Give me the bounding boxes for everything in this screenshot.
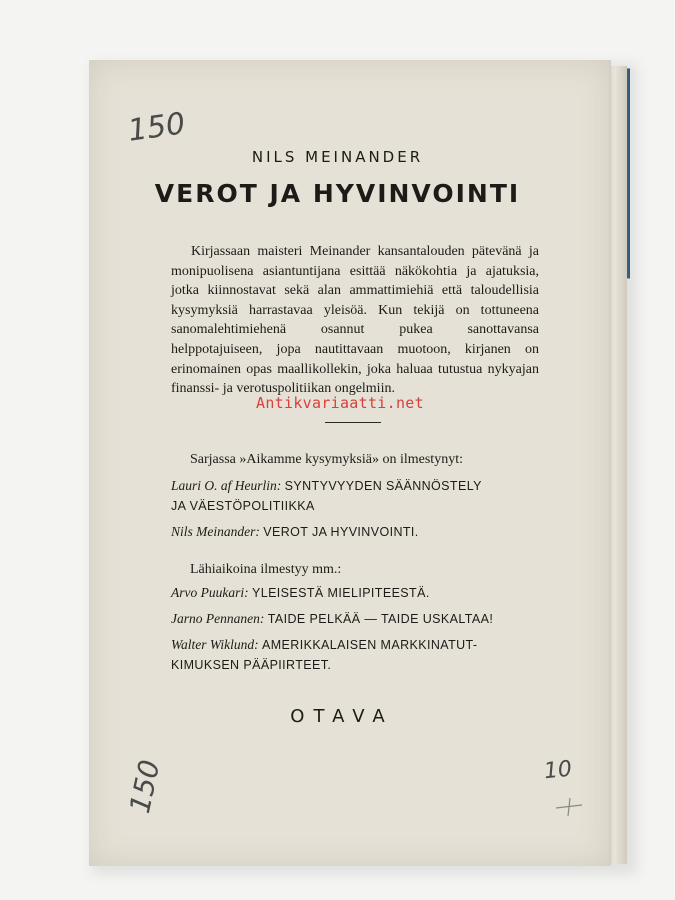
upcoming-entry xyxy=(171,609,493,629)
entry-title-cont: KIMUKSEN PÄÄPIIRTEET. xyxy=(171,658,332,672)
book-title: VEROT JA HYVINVOINTI xyxy=(154,179,521,208)
entry-title: YLEISESTÄ MIELIPITEESTÄ. xyxy=(251,586,430,600)
book-author: NILS MEINANDER xyxy=(251,148,424,166)
entry-title-cont: JA VÄESTÖPOLITIIKKA xyxy=(171,499,315,513)
entry-title: AMERIKKALAISEN MARKKINATUT- xyxy=(262,638,478,652)
entry-author: Nils Meinander: xyxy=(171,524,260,539)
upcoming-entry xyxy=(171,583,430,603)
published-entry xyxy=(171,522,419,542)
watermark: Antikvariaatti.net xyxy=(256,394,424,412)
entry-author: Jarno Pennanen: xyxy=(171,611,265,626)
upcoming-entry xyxy=(171,635,477,675)
entry-author: Walter Wiklund: xyxy=(171,637,259,652)
pencil-mark-bottom-left: 150 xyxy=(123,756,167,817)
pencil-mark-bottom-right: 10 xyxy=(542,756,574,785)
entry-title: VEROT JA HYVINVOINTI. xyxy=(263,525,419,539)
divider xyxy=(325,422,381,423)
upcoming-heading: Lähiaikoina ilmestyy mm.: xyxy=(190,562,342,577)
entry-title: SYNTYVYYDEN SÄÄNNÖSTELY xyxy=(284,479,482,493)
entry-author: Arvo Puukari: xyxy=(171,585,249,600)
entry-author: Lauri O. af Heurlin: xyxy=(171,478,282,493)
book-blurb: Kirjassaan maisteri Meinander kansantalouden pätevänä ja monipuolisena asiantuntijana esittää näkökohtia ja ajatuksia, jotka kiinnostavat sekä alan ammattimiehiä että taloudellisia kysymyksiä harrastavaa yleisöä. Kun tekijä on tottuneena sanomalehtimiehenä osannut pukea sanottavansa helppotajuiseen, jopa nautittavaan muotoon, kirjanen on erinomainen opas maallikollekin, joka haluaa tutustua nykyajan finanssi- ja verotuspolitiikan ongelmiin. xyxy=(171,244,539,397)
publisher-name: OTAVA xyxy=(290,706,394,727)
entry-title: TAIDE PELKÄÄ — TAIDE USKALTAA! xyxy=(267,612,494,626)
pencil-scribble xyxy=(552,796,592,818)
pencil-mark-top: 150 xyxy=(125,106,188,149)
series-heading: Sarjassa »Aikamme kysymyksiä» on ilmestynyt: xyxy=(190,452,463,467)
published-entry xyxy=(171,476,482,516)
